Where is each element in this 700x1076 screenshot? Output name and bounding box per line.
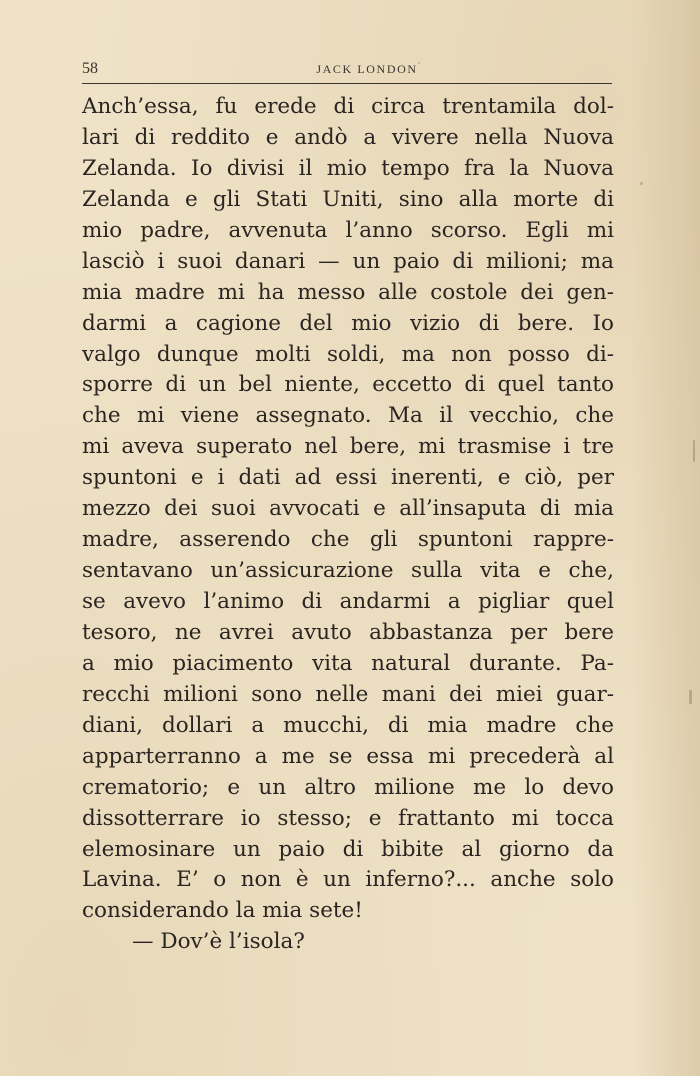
text-line: valgo dunque molti soldi, ma non posso di- bbox=[82, 341, 614, 367]
text-line: tesoro, ne avrei avuto abbastanza per bere bbox=[82, 619, 614, 645]
text-line: Zelanda. Io divisi il mio tempo fra la Nuova bbox=[82, 155, 614, 181]
paper-speck bbox=[689, 690, 692, 704]
text-line: considerando la mia sete! bbox=[82, 898, 363, 924]
text-line: elemosinare un paio di bibite al giorno da bbox=[82, 836, 614, 862]
text-line: mia madre mi ha messo alle costole dei gen- bbox=[82, 279, 614, 305]
text-line: Zelanda e gli Stati Uniti, sino alla morte di bbox=[82, 186, 614, 212]
page-number: 58 bbox=[82, 60, 98, 77]
running-title: JACK LONDON bbox=[316, 62, 418, 76]
text-line: sentavano un’assicurazione sulla vita e che, bbox=[82, 558, 614, 584]
text-line: apparterranno a me se essa mi precederà al bbox=[82, 743, 614, 769]
body-text bbox=[82, 92, 614, 958]
text-line: mio padre, avvenuta l’anno scorso. Egli mi bbox=[82, 217, 614, 243]
text-line: recchi milioni sono nelle mani dei miei guar- bbox=[82, 681, 614, 707]
paper-speck bbox=[693, 440, 695, 462]
text-line: mi aveva superato nel bere, mi trasmise i tre bbox=[82, 434, 614, 460]
text-line: lari di reddito e andò a vivere nella Nuova bbox=[82, 124, 614, 150]
text-line: madre, asserendo che gli spuntoni rappre- bbox=[82, 527, 614, 553]
text-line: spuntoni e i dati ad essi inerenti, e ciò, per bbox=[82, 465, 614, 491]
text-line: lasciò i suoi danari — un paio di milioni; ma bbox=[82, 248, 614, 274]
running-head bbox=[82, 57, 612, 84]
text-line: Anch’essa, fu erede di circa trentamila dol- bbox=[82, 94, 614, 119]
text-line: sporre di un bel niente, eccetto di quel tanto bbox=[82, 372, 614, 398]
text-line: Lavina. E’ o non è un inferno?... anche solo bbox=[82, 867, 614, 893]
text-line: a mio piacimento vita natural durante. Pa- bbox=[82, 650, 614, 676]
dialogue-line: — Dov’è l’isola? bbox=[132, 929, 305, 955]
paper-speck bbox=[640, 182, 643, 185]
text-line: dissotterrare io stesso; e frattanto mi tocca bbox=[82, 805, 614, 831]
text-line: darmi a cagione del mio vizio di bere. Io bbox=[82, 310, 614, 336]
text-line: diani, dollari a mucchi, di mia madre che bbox=[82, 712, 614, 738]
paper-speck bbox=[418, 62, 420, 64]
text-line: se avevo l’animo di andarmi a pigliar quel bbox=[82, 589, 614, 614]
text-line: che mi viene assegnato. Ma il vecchio, che bbox=[82, 403, 614, 429]
text-line: mezzo dei suoi avvocati e all’insaputa di mia bbox=[82, 496, 614, 522]
text-line: crematorio; e un altro milione me lo devo bbox=[82, 774, 614, 800]
